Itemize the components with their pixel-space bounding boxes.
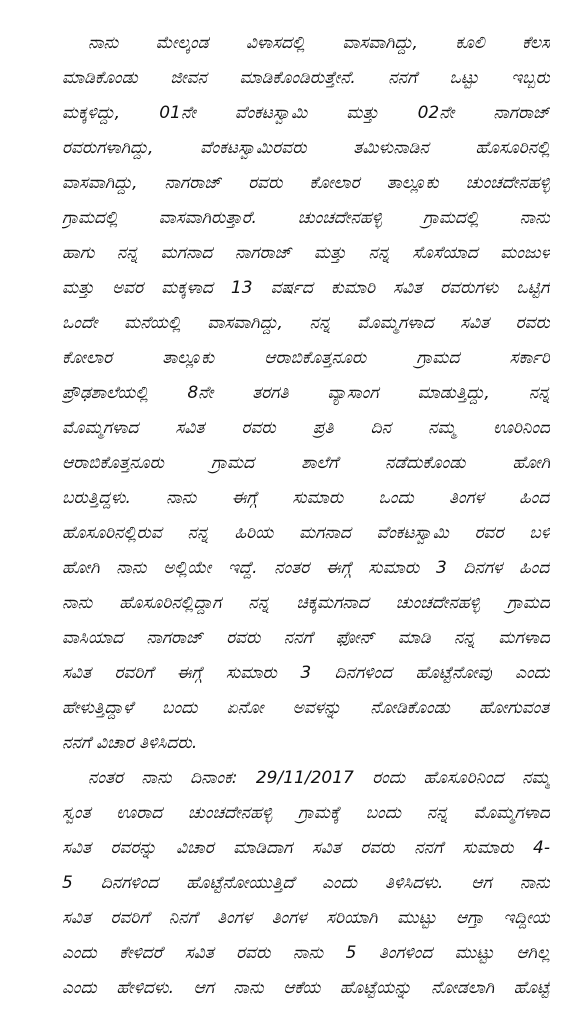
text-line: ಹೊಸೂರಿನಲ್ಲಿರುವ ನನ್ನ ಹಿರಿಯ ಮಗನಾದ ವೆಂಕಟಸ್ವಾಮಿ ರವರ ಬಳಿ — [62, 523, 550, 543]
text-line: ಮೊಮ್ಮಗಳಾದ ಸವಿತ ರವರು ಪ್ರತಿ ದಿನ ನಮ್ಮ ಊರಿನಿಂದ — [62, 418, 550, 438]
text-line: ಬರುತ್ತಿದ್ದಳು. ನಾನು ಈಗ್ಗೆ ಸುಮಾರು ಒಂದು ತಿಂಗಳ ಹಿಂದೆ — [62, 488, 550, 508]
text-line: ಸವಿತ ರವರನ್ನು ವಿಚಾರ ಮಾಡಿದಾಗ ಸವಿತ ರವರು ನನಗೆ ಸುಮಾರು 4- — [62, 838, 550, 858]
text-line: ಒಂದೇ ಮನೆಯಲ್ಲಿ ವಾಸವಾಗಿದ್ದು, ನನ್ನ ಮೊಮ್ಮಗಳಾದ ಸವಿತ ರವರು — [62, 313, 550, 333]
text-line: ಹೋಗಿ ನಾನು ಅಲ್ಲಿಯೇ ಇದ್ದೆ. ನಂತರ ಈಗ್ಗೆ ಸುಮಾರು 3 ದಿನಗಳ ಹಿಂದೆ — [62, 558, 550, 578]
text-line: ನಾನು ಹೊಸೂರಿನಲ್ಲಿದ್ದಾಗ ನನ್ನ ಚಿಕ್ಕಮಗನಾದ ಚುಂಚದೇನಹಳ್ಳಿ ಗ್ರಾಮದ — [62, 593, 550, 613]
text-line: ಗ್ರಾಮದಲ್ಲಿ ವಾಸವಾಗಿರುತ್ತಾರೆ. ಚುಂಚದೇನಹಳ್ಳಿ ಗ್ರಾಮದಲ್ಲಿ ನಾನು — [62, 208, 550, 228]
text-line: ಕೋಲಾರ ತಾಲ್ಲೂಕು ಆರಾಬಿಕೊತ್ತನೂರು ಗ್ರಾಮದ ಸರ್ಕಾರಿ — [62, 348, 550, 368]
text-line: ಮತ್ತು ಅವರ ಮಕ್ಕಳಾದ 13 ವರ್ಷದ ಕುಮಾರಿ ಸವಿತ ರವರುಗಳು ಒಟ್ಟಿಗೆ — [62, 278, 550, 298]
text-line: ಎಂದು ಹೇಳಿದಳು. ಆಗ ನಾನು ಆಕೆಯ ಹೊಟ್ಟೆಯನ್ನು ನೋಡಲಾಗಿ ಹೊಟ್ಟೆ — [62, 978, 550, 998]
text-line: ಮಕ್ಕಳಿದ್ದು, 01ನೇ ವೆಂಕಟಸ್ವಾಮಿ ಮತ್ತು 02ನೇ ನಾಗರಾಜ್ — [62, 103, 550, 123]
text-line: ನನಗೆ ವಿಚಾರ ತಿಳಿಸಿದರು. — [62, 733, 198, 753]
text-line: ಸವಿತ ರವರಿಗೆ ನಿನಗೆ ತಿಂಗಳ ತಿಂಗಳ ಸರಿಯಾಗಿ ಮುಟ್ಟು ಆಗ್ತಾ ಇದ್ದೀಯ — [62, 908, 550, 928]
text-line: ನಾನು ಮೇಲ್ಕಂಡ ವಿಳಾಸದಲ್ಲಿ ವಾಸವಾಗಿದ್ದು, ಕೂಲಿ ಕೆಲಸ — [88, 33, 550, 53]
text-line: ಮಾಡಿಕೊಂಡು ಜೀವನ ಮಾಡಿಕೊಂಡಿರುತ್ತೇನೆ. ನನಗೆ ಒಟ್ಟು ಇಬ್ಬರು — [62, 68, 550, 88]
text-line: ವಾಸಿಯಾದ ನಾಗರಾಜ್ ರವರು ನನಗೆ ಫೋನ್ ಮಾಡಿ ನನ್ನ ಮಗಳಾದ — [62, 628, 550, 648]
text-line: ರವರುಗಳಾಗಿದ್ದು, ವೆಂಕಟಸ್ವಾಮಿರವರು ತಮಿಳುನಾಡಿನ ಹೊಸೂರಿನಲ್ಲಿ — [62, 138, 550, 158]
text-line: ಹೇಳುತ್ತಿದ್ದಾಳೆ ಬಂದು ಏನೋ ಅವಳನ್ನು ನೋಡಿಕೊಂಡು ಹೋಗುವಂತೆ — [62, 698, 550, 718]
text-line: ಆರಾಬಿಕೊತ್ತನೂರು ಗ್ರಾಮದ ಶಾಲೆಗೆ ನಡೆದುಕೊಂಡು ಹೋಗಿ — [62, 453, 550, 473]
text-line: ಸವಿತ ರವರಿಗೆ ಈಗ್ಗೆ ಸುಮಾರು 3 ದಿನಗಳಿಂದ ಹೊಟ್ಟೆನೋವು ಎಂದು — [62, 663, 550, 683]
text-line: ಪ್ರೌಢಶಾಲೆಯಲ್ಲಿ 8ನೇ ತರಗತಿ ವ್ಯಾಸಾಂಗ ಮಾಡುತ್ತಿದ್ದು, ನನ್ನ — [62, 383, 550, 403]
text-line: ನಂತರ ನಾನು ದಿನಾಂಕ: 29/11/2017 ರಂದು ಹೊಸೂರಿನಿಂದ ನಮ್ಮ — [88, 768, 550, 788]
text-line: ವಾಸವಾಗಿದ್ದು, ನಾಗರಾಜ್ ರವರು ಕೋಲಾರ ತಾಲ್ಲೂಕು ಚುಂಚದೇನಹಳ್ಳಿ — [62, 173, 550, 193]
text-line: ಎಂದು ಕೇಳಿದರೆ ಸವಿತ ರವರು ನಾನು 5 ತಿಂಗಳಿಂದ ಮುಟ್ಟು ಆಗಿಲ್ಲ — [62, 943, 550, 963]
text-line: ಹಾಗು ನನ್ನ ಮಗನಾದ ನಾಗರಾಜ್ ಮತ್ತು ನನ್ನ ಸೊಸೆಯಾದ ಮಂಜುಳ — [62, 243, 550, 263]
text-line: ಸ್ವಂತ ಊರಾದ ಚುಂಚದೇನಹಳ್ಳಿ ಗ್ರಾಮಕ್ಕೆ ಬಂದು ನನ್ನ ಮೊಮ್ಮಗಳಾದ — [62, 803, 550, 823]
text-line: 5 ದಿನಗಳಿಂದ ಹೊಟ್ಟೆನೋಯುತ್ತಿದೆ ಎಂದು ತಿಳಿಸಿದಳು. ಆಗ ನಾನು — [62, 873, 550, 893]
